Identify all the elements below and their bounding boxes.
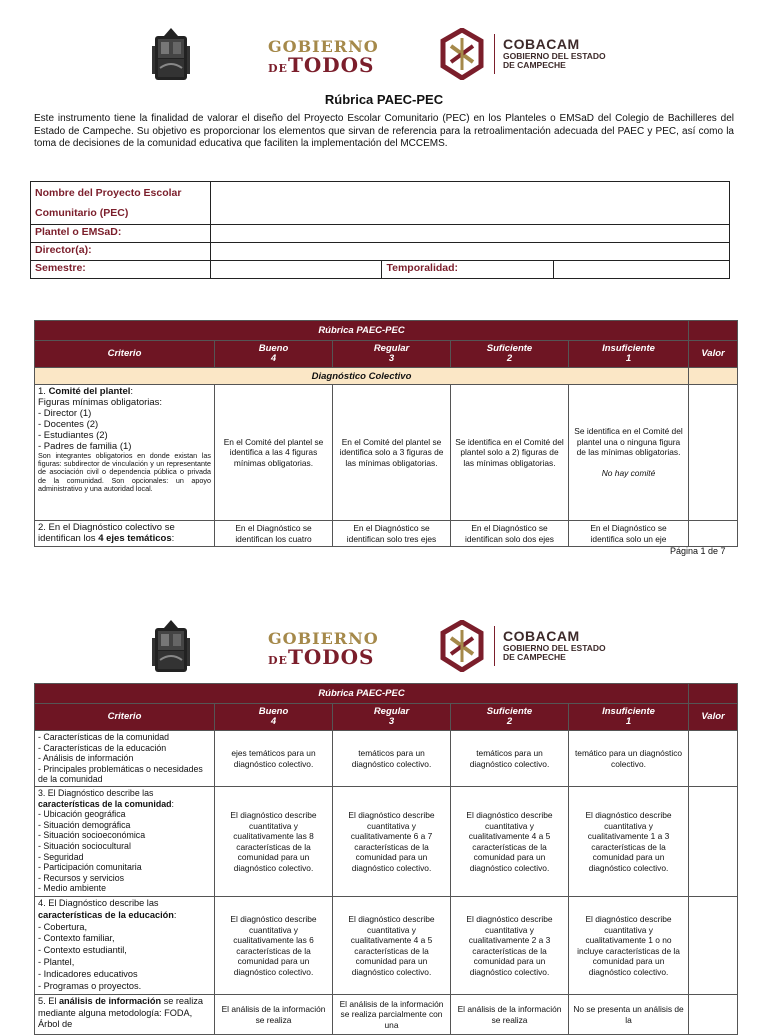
rubric-caption: Rúbrica PAEC-PEC (35, 684, 689, 704)
section-diagnostico: Diagnóstico Colectivo (35, 368, 689, 385)
criterion-4: 4. El Diagnóstico describe las características de la educación: - Cobertura, - Contexto familiar, - Contexto estudiantil, - Plantel, - Indicadores educativos - Programas o proyectos. (35, 897, 215, 995)
label-semestre: Semestre: (31, 261, 211, 279)
header-valor: Valor (689, 341, 738, 368)
header-insuficiente: Insuficiente 1 (569, 341, 689, 368)
criterion-5-bueno: El análisis de la información se realiza (215, 995, 333, 1035)
logo-text-todos: TODOS (287, 53, 375, 77)
cobacam-emblem-icon (437, 28, 487, 80)
logo-text-gobierno-estado: GOBIERNO DEL ESTADO (503, 643, 606, 653)
logo-text-campeche: DE CAMPECHE (503, 60, 566, 70)
criterion-2-valor[interactable] (689, 521, 738, 547)
logo-text-cobacam: COBACAM (503, 36, 580, 52)
field-temporalidad[interactable] (554, 261, 730, 279)
criterion-2-bueno: En el Diagnóstico se identifican los cuatro (215, 521, 333, 547)
document-title: Rúbrica PAEC-PEC (324, 92, 444, 107)
header-criterio: Criterio (35, 341, 215, 368)
logo-text-de: DE (268, 62, 288, 75)
logo-text-gobierno-estado: GOBIERNO DEL ESTADO (503, 51, 606, 61)
header-suficiente: Suficiente 2 (451, 341, 569, 368)
header-suficiente: Suficiente 2 (451, 704, 569, 731)
header-bueno: Bueno 4 (215, 341, 333, 368)
criterion-1-bueno: En el Comité del plantel se identifica a las 4 figuras mínimas obligatorias. (215, 385, 333, 521)
header-regular: Regular 3 (333, 704, 451, 731)
rubric-table-page-2 (34, 683, 738, 1035)
criterion-3-bueno: El diagnóstico describe cuantitativa y cualitativamente las 8 características de la comunidad para un diagnóstico colectivo. (215, 787, 333, 897)
logo-text-de: DE (268, 654, 288, 667)
criterion-1-note: Son integrantes obligatorios en donde existan las figuras: subdirector de vinculación y un representante de asociación civil o dependencia pública o privada de la comunidad. Son opcionales: un apoyo administrativo y una autoridad local. (38, 451, 211, 493)
label-plantel: Plantel o EMSaD: (31, 225, 211, 243)
criterion-2-insuficiente-cont: temático para un diagnóstico colectivo. (569, 731, 689, 787)
criterion-5-suficiente: El análisis de la información se realiza (451, 995, 569, 1035)
field-director[interactable] (210, 243, 729, 261)
header-insuficiente: Insuficiente 1 (569, 704, 689, 731)
criterion-5-regular: El análisis de la información se realiza parcialmente con una (333, 995, 451, 1035)
criterion-3-valor[interactable] (689, 787, 738, 897)
criterion-1-valor[interactable] (689, 385, 738, 521)
rubric-table-page-1 (34, 320, 738, 547)
criterion-1: 1. Comité del plantel: Figuras mínimas obligatorias: - Director (1) - Docentes (2) - Estudiantes (2) - Padres de familia (1) Son integrantes obligatorios en donde existan las figuras: subdirector de vinculación y un representante de asociación civil o dependencia pública o privada de la comunidad. Son opcionales: un apoyo administrativo y una autoridad local. (35, 385, 215, 521)
criterion-3-suficiente: El diagnóstico describe cuantitativa y cualitativamente 4 a 5 características de la comunidad para un diagnóstico colectivo. (451, 787, 569, 897)
criterion-4-regular: El diagnóstico describe cuantitativa y cualitativamente 4 a 5 características de la comunidad para un diagnóstico colectivo. (333, 897, 451, 995)
page-number: Página 1 de 7 (670, 546, 726, 556)
criterion-2-continued: - Características de la comunidad - Características de la educación - Análisis de información - Principales problemáticas o necesidades de la comunidad (35, 731, 215, 787)
criterion-3-insuficiente: El diagnóstico describe cuantitativa y cualitativamente 1 a 3 características de la comunidad para un diagnóstico colectivo. (569, 787, 689, 897)
cobacam-logo (503, 628, 606, 662)
page-gap (0, 570, 768, 610)
logo-header-2 (0, 620, 768, 690)
gobierno-de-todos-logo (268, 630, 379, 670)
cobacam-logo (503, 36, 606, 70)
campeche-coat-of-arms-icon (152, 28, 190, 84)
criterion-5: 5. El análisis de información se realiza mediante alguna metodología: FODA, Árbol de (35, 995, 215, 1035)
criterion-2-bueno-cont: ejes temáticos para un diagnóstico colectivo. (215, 731, 333, 787)
field-semestre[interactable] (210, 261, 382, 279)
label-director: Director(a): (31, 243, 211, 261)
criterion-1-insuficiente: Se identifica en el Comité del plantel una o ninguna figura de las mínimas obligatorias. No hay comité (569, 385, 689, 521)
criterion-2-regular-cont: temáticos para un diagnóstico colectivo. (333, 731, 451, 787)
criterion-5-insuficiente: No se presenta un análisis de la (569, 995, 689, 1035)
header-regular: Regular 3 (333, 341, 451, 368)
header-bueno: Bueno 4 (215, 704, 333, 731)
criterion-3-regular: El diagnóstico describe cuantitativa y cualitativamente 6 a 7 características de la comunidad para un diagnóstico colectivo. (333, 787, 451, 897)
logo-divider (494, 34, 495, 74)
project-info-table (30, 181, 730, 279)
criterion-2-valor-cont[interactable] (689, 731, 738, 787)
logo-divider (494, 626, 495, 666)
gobierno-de-todos-logo (268, 38, 379, 78)
logo-text-gobierno: GOBIERNO (268, 37, 379, 56)
criterion-1-regular: En el Comité del plantel se identifica solo a 3 figuras de las mínimas obligatorias. (333, 385, 451, 521)
criterion-5-valor[interactable] (689, 995, 738, 1035)
criterion-3: 3. El Diagnóstico describe las características de la comunidad: - Ubicación geográfica - Situación demográfica - Situación socioeconómica - Situación sociocultural - Seguridad - Participación comunitaria - Recursos y servicios - Medio ambiente (35, 787, 215, 897)
criterion-2-insuficiente: En el Diagnóstico se identifica solo un eje (569, 521, 689, 547)
intro-paragraph: Este instrumento tiene la finalidad de valorar el diseño del Proyecto Escolar Comunitario (PEC) en los Planteles o EMSaD del Colegio de Bachilleres del Estado de Campeche. Su objetivo es proporcionar los elementos que sirvan de referencia para la retroalimentación adecuada del PAEC y PEC, así como la toma de decisiones de la comunidad educativa que faciliten la implementación del MCCEMS. (34, 113, 734, 149)
criterion-4-valor[interactable] (689, 897, 738, 995)
field-plantel[interactable] (210, 225, 729, 243)
criterion-2-suficiente-cont: temáticos para un diagnóstico colectivo. (451, 731, 569, 787)
rubric-caption-blank (689, 684, 738, 704)
header-valor: Valor (689, 704, 738, 731)
criterion-1-suficiente: Se identifica en el Comité del plantel solo a 2) figuras de las mínimas obligatorias. (451, 385, 569, 521)
cobacam-emblem-icon (437, 620, 487, 672)
logo-text-campeche: DE CAMPECHE (503, 652, 566, 662)
criterion-4-bueno: El diagnóstico describe cuantitativa y cualitativamente las 6 características de la comunidad para un diagnóstico colectivo. (215, 897, 333, 995)
rubric-caption: Rúbrica PAEC-PEC (35, 321, 689, 341)
logo-text-cobacam: COBACAM (503, 628, 580, 644)
header-criterio: Criterio (35, 704, 215, 731)
label-nombre-proyecto: Nombre del Proyecto Escolar Comunitario (PEC) (31, 182, 211, 225)
field-nombre-proyecto[interactable] (210, 182, 729, 225)
label-temporalidad: Temporalidad: (382, 261, 554, 279)
criterion-2-suficiente: En el Diagnóstico se identifican solo dos ejes (451, 521, 569, 547)
criterion-2: 2. En el Diagnóstico colectivo se identifican los 4 ejes temáticos: (35, 521, 215, 547)
document-page-2 (0, 610, 768, 1030)
criterion-4-suficiente: El diagnóstico describe cuantitativa y cualitativamente 2 a 3 características de la comunidad para un diagnóstico colectivo. (451, 897, 569, 995)
rubric-caption-blank (689, 321, 738, 341)
criterion-4-insuficiente: El diagnóstico describe cuantitativa y cualitativamente 1 o no incluye características de la comunidad para un diagnóstico colectivo. (569, 897, 689, 995)
section-blank (689, 368, 738, 385)
campeche-coat-of-arms-icon (152, 620, 190, 676)
logo-header (0, 28, 768, 98)
logo-text-gobierno: GOBIERNO (268, 629, 379, 648)
criterion-2-regular: En el Diagnóstico se identifican solo tres ejes (333, 521, 451, 547)
logo-text-todos: TODOS (287, 645, 375, 669)
